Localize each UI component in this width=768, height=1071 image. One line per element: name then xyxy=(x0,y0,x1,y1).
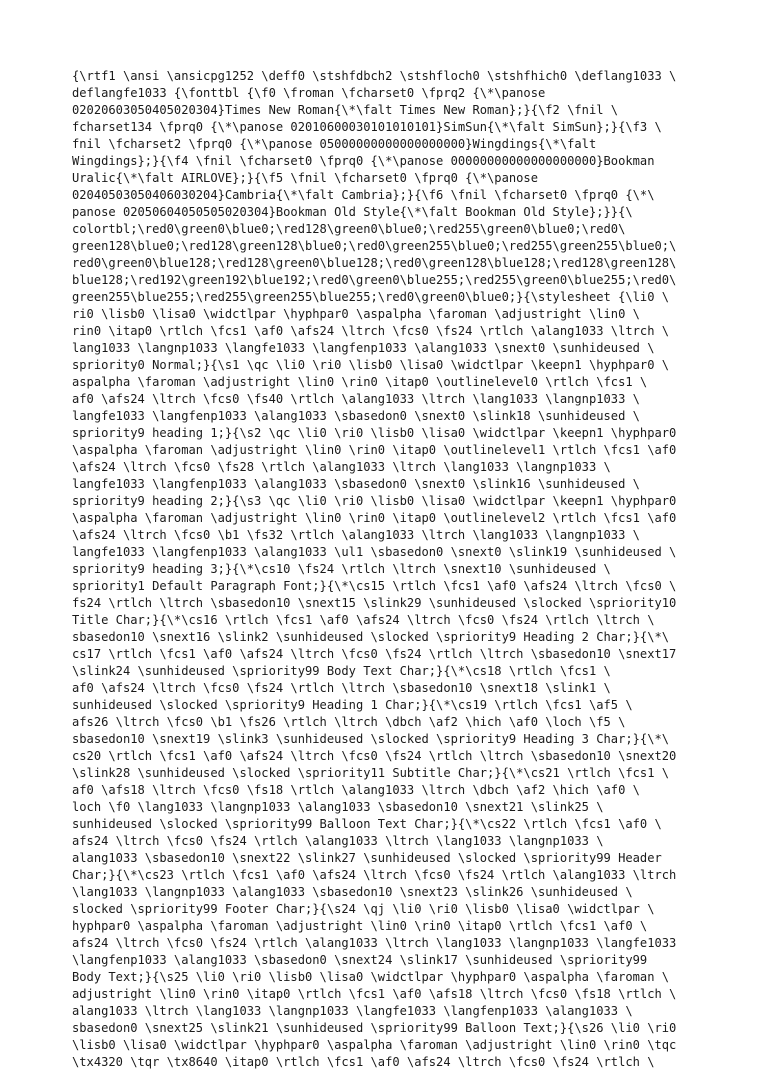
text-line: \afs24 \ltrch \fcs0 \b1 \fs32 \rtlch \alang1033 \ltrch \lang1033 \langnp1033 \ xyxy=(72,528,640,542)
text-line: Title Char;}{\*\cs16 \rtlch \fcs1 \af0 \afs24 \ltrch \fcs0 \fs24 \rtlch \ltrch \ xyxy=(72,613,655,627)
text-line: 02020603050405020304}Times New Roman{\*\falt Times New Roman};}{\f2 \fnil \ xyxy=(72,103,619,117)
text-line: deflangfe1033 {\fonttbl {\f0 \froman \fcharset0 \fprq2 {\*\panose xyxy=(72,86,546,100)
text-line: Char;}{\*\cs23 \rtlch \fcs1 \af0 \afs24 \ltrch \fcs0 \fs24 \rtlch \alang1033 \ltrch xyxy=(72,868,677,882)
text-line: 02040503050406030204}Cambria{\*\falt Cambria};}{\f6 \fnil \fcharset0 \fprq0 {\*\ xyxy=(72,188,655,202)
text-line: adjustright \lin0 \rin0 \itap0 \rtlch \fcs1 \af0 \afs18 \ltrch \fcs0 \fs18 \rtlch \ xyxy=(72,987,677,1001)
text-line: \tx4320 \tqr \tx8640 \itap0 \rtlch \fcs1 \af0 \afs24 \ltrch \fcs0 \fs24 \rtlch \ xyxy=(72,1055,655,1069)
text-line: Uralic{\*\falt AIRLOVE};}{\f5 \fnil \fcharset0 \fprq0 {\*\panose xyxy=(72,171,538,185)
text-line: \afs24 \ltrch \fcs0 \fs28 \rtlch \alang1033 \ltrch \lang1033 \langnp1033 \ xyxy=(72,460,611,474)
text-line: \lang1033 \langnp1033 \alang1033 \sbasedon10 \snext23 \slink26 \sunhideused \ xyxy=(72,885,633,899)
text-line: afs26 \ltrch \fcs0 \b1 \fs26 \rtlch \ltrch \dbch \af2 \hich \af0 \loch \f5 \ xyxy=(72,715,626,729)
rtf-source-text xyxy=(72,68,712,1071)
text-line: loch \f0 \lang1033 \langnp1033 \alang1033 \sbasedon10 \snext21 \slink25 \ xyxy=(72,800,604,814)
text-line: sbasedon10 \snext16 \slink2 \sunhideused \slocked \spriority9 Heading 2 Char;}{\*\ xyxy=(72,630,670,644)
text-line: afs24 \ltrch \fcs0 \fs24 \rtlch \alang1033 \ltrch \lang1033 \langnp1033 \ xyxy=(72,834,604,848)
text-line: \lisb0 \lisa0 \widctlpar \hyphpar0 \aspalpha \faroman \adjustright \lin0 \rin0 \tqc xyxy=(72,1038,677,1052)
text-line: sbasedon0 \snext25 \slink21 \sunhideused \spriority99 Balloon Text;}{\s26 \li0 \ri0 xyxy=(72,1021,677,1035)
text-line: slocked \spriority99 Footer Char;}{\s24 \qj \li0 \ri0 \lisb0 \lisa0 \widctlpar \ xyxy=(72,902,655,916)
text-line: spriority9 heading 3;}{\*\cs10 \fs24 \rtlch \ltrch \snext10 \sunhideused \ xyxy=(72,562,611,576)
text-line: red0\green0\blue128;\red128\green0\blue128;\red0\green128\blue128;\red128\green128\ xyxy=(72,256,677,270)
text-line: langfe1033 \langfenp1033 \alang1033 \sbasedon0 \snext0 \slink16 \sunhideused \ xyxy=(72,477,640,491)
text-line: af0 \afs18 \ltrch \fcs0 \fs18 \rtlch \alang1033 \ltrch \dbch \af2 \hich \af0 \ xyxy=(72,783,640,797)
text-line: alang1033 \ltrch \lang1033 \langnp1033 \langfe1033 \langfenp1033 \alang1033 \ xyxy=(72,1004,633,1018)
text-line: panose 02050604050505020304}Bookman Old Style{\*\falt Bookman Old Style};}}{\ xyxy=(72,205,633,219)
text-line: colortbl;\red0\green0\blue0;\red128\green0\blue0;\red255\green0\blue0;\red0\ xyxy=(72,222,626,236)
text-line: langfe1033 \langfenp1033 \alang1033 \ul1 \sbasedon0 \snext0 \slink19 \sunhideused \ xyxy=(72,545,677,559)
text-line: sunhideused \slocked \spriority9 Heading 1 Char;}{\*\cs19 \rtlch \fcs1 \af5 \ xyxy=(72,698,633,712)
text-line: blue128;\red192\green192\blue192;\red0\green0\blue255;\red255\green0\blue255;\red0\ xyxy=(72,273,677,287)
text-line: spriority9 heading 1;}{\s2 \qc \li0 \ri0 \lisb0 \lisa0 \widctlpar \keepn1 \hyphpar0 xyxy=(72,426,677,440)
text-line: spriority9 heading 2;}{\s3 \qc \li0 \ri0 \lisb0 \lisa0 \widctlpar \keepn1 \hyphpar0 xyxy=(72,494,677,508)
text-line: spriority1 Default Paragraph Font;}{\*\cs15 \rtlch \fcs1 \af0 \afs24 \ltrch \fcs0 \ xyxy=(72,579,677,593)
text-line: {\rtf1 \ansi \ansicpg1252 \deff0 \stshfdbch2 \stshfloch0 \stshfhich0 \deflang1033 \ xyxy=(72,69,677,83)
text-line: cs17 \rtlch \fcs1 \af0 \afs24 \ltrch \fcs0 \fs24 \rtlch \ltrch \sbasedon10 \snext17 xyxy=(72,647,677,661)
text-line: cs20 \rtlch \fcs1 \af0 \afs24 \ltrch \fcs0 \fs24 \rtlch \ltrch \sbasedon10 \snext20 xyxy=(72,749,677,763)
text-line: fs24 \rtlch \ltrch \sbasedon10 \snext15 \slink29 \sunhideused \slocked \spriority10 xyxy=(72,596,677,610)
text-line: green255\blue255;\red255\green255\blue255;\red0\green0\blue0;}{\stylesheet {\li0 \ xyxy=(72,290,670,304)
text-line: fcharset134 \fprq0 {\*\panose 02010600030101010101}SimSun{\*\falt SimSun};}{\f3 \ xyxy=(72,120,662,134)
text-line: Body Text;}{\s25 \li0 \ri0 \lisb0 \lisa0 \widctlpar \hyphpar0 \aspalpha \faroman \ xyxy=(72,970,670,984)
text-line: \aspalpha \faroman \adjustright \lin0 \rin0 \itap0 \outlinelevel2 \rtlch \fcs1 \af0 xyxy=(72,511,677,525)
text-line: aspalpha \faroman \adjustright \lin0 \rin0 \itap0 \outlinelevel0 \rtlch \fcs1 \ xyxy=(72,375,648,389)
text-line: sbasedon10 \snext19 \slink3 \sunhideused \slocked \spriority9 Heading 3 Char;}{\*\ xyxy=(72,732,670,746)
text-line: fnil \fcharset2 \fprq0 {\*\panose 05000000000000000000}Wingdings{\*\falt xyxy=(72,137,597,151)
text-line: afs24 \ltrch \fcs0 \fs24 \rtlch \alang1033 \ltrch \lang1033 \langnp1033 \langfe1033 xyxy=(72,936,677,950)
text-line: \slink28 \sunhideused \slocked \spriority11 Subtitle Char;}{\*\cs21 \rtlch \fcs1 \ xyxy=(72,766,670,780)
text-line: af0 \afs24 \ltrch \fcs0 \fs24 \rtlch \ltrch \sbasedon10 \snext18 \slink1 \ xyxy=(72,681,611,695)
text-line: lang1033 \langnp1033 \langfe1033 \langfenp1033 \alang1033 \snext0 \sunhideused \ xyxy=(72,341,655,355)
text-line: langfe1033 \langfenp1033 \alang1033 \sbasedon0 \snext0 \slink18 \sunhideused \ xyxy=(72,409,640,423)
text-line: rin0 \itap0 \rtlch \fcs1 \af0 \afs24 \ltrch \fcs0 \fs24 \rtlch \alang1033 \ltrch \ xyxy=(72,324,670,338)
text-line: \aspalpha \faroman \adjustright \lin0 \rin0 \itap0 \outlinelevel1 \rtlch \fcs1 \af0 xyxy=(72,443,677,457)
text-line: spriority0 Normal;}{\s1 \qc \li0 \ri0 \lisb0 \lisa0 \widctlpar \keepn1 \hyphpar0 \ xyxy=(72,358,670,372)
text-line: alang1033 \sbasedon10 \snext22 \slink27 \sunhideused \slocked \spriority99 Header xyxy=(72,851,662,865)
text-line: green128\blue0;\red128\green128\blue0;\red0\green255\blue0;\red255\green255\blue0;\ xyxy=(72,239,677,253)
text-line: \langfenp1033 \alang1033 \sbasedon0 \snext24 \slink17 \sunhideused \spriority99 xyxy=(72,953,648,967)
text-line: ri0 \lisb0 \lisa0 \widctlpar \hyphpar0 \aspalpha \faroman \adjustright \lin0 \ xyxy=(72,307,640,321)
text-line: \slink24 \sunhideused \spriority99 Body Text Char;}{\*\cs18 \rtlch \fcs1 \ xyxy=(72,664,611,678)
text-line: af0 \afs24 \ltrch \fcs0 \fs40 \rtlch \alang1033 \ltrch \lang1033 \langnp1033 \ xyxy=(72,392,640,406)
text-line: Wingdings};}{\f4 \fnil \fcharset0 \fprq0 {\*\panose 00000000000000000000}Bookman xyxy=(72,154,655,168)
text-line: hyphpar0 \aspalpha \faroman \adjustright \lin0 \rin0 \itap0 \rtlch \fcs1 \af0 \ xyxy=(72,919,648,933)
text-line: sunhideused \slocked \spriority99 Balloon Text Char;}{\*\cs22 \rtlch \fcs1 \af0 \ xyxy=(72,817,662,831)
